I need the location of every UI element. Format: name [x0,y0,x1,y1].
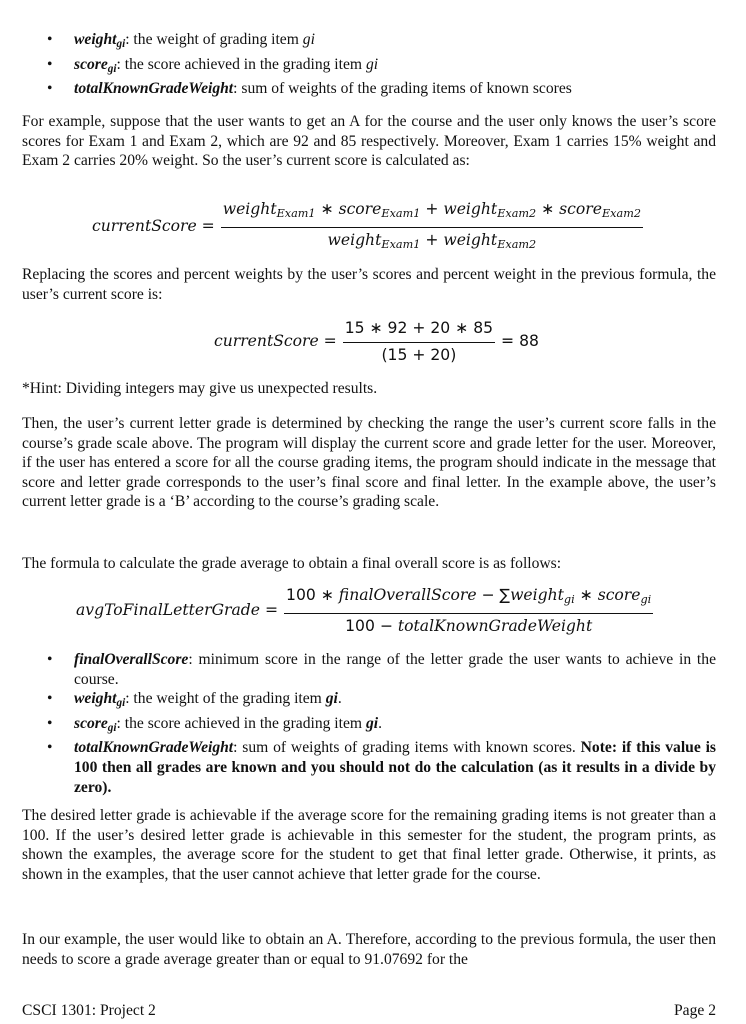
term-total-known-grade-weight: totalKnownGradeWeight [74,739,234,757]
term-final-overall-score: finalOverallScore [74,651,189,668]
term-weight: weight$_{gi}$ [74,690,126,710]
fraction-numerator: 15 ∗ 92 + 20 ∗ 85 [343,319,495,343]
bullet-icon: • [47,55,53,73]
footer-page-number: Page 2 [673,1002,716,1019]
paragraph-our-example: In our example, the user would like to obtain an A. Therefore, according to the previous formula, the user then needs to score a grade average greater than or equal to 91.07692 for the [22,931,716,968]
term-weight: weight$_{gi}$ [74,31,126,50]
divide-by-zero-note: Note: if this value is 100 then all grades are known and you should not do the calculation (as it results in a divide by zero). [74,739,716,796]
bullet-icon: • [47,739,53,757]
bullet-icon: • [47,80,53,98]
definition-tail: gi [302,31,315,48]
formula-avg-to-final [76,586,653,636]
definition-text: : the weight of the grading item [125,690,326,708]
paragraph-example: For example, suppose that the user wants to get an A for the course and the user only knows the user’s score scores for Exam 1 and Exam 2, which are 92 and 85 respectively. Moreover, Exam 1 carries 15% weight and Exam 2 carries 20% weight. So the user’s current score is calculated as: [22,113,716,170]
bullet-icon: • [47,651,53,668]
fraction [343,319,495,365]
list-item [0,79,746,99]
list-item [0,55,746,80]
bullet-icon: • [47,714,53,732]
definition-text: : the weight of grading item [125,31,303,48]
term-score: score$_{gi}$ [74,714,117,734]
definition-tail: gi [365,714,379,732]
definition-text: : the score achieved in the grading item [116,55,366,73]
bullet-icon: • [47,31,53,48]
list-item [0,738,746,797]
formula-lhs: currentScore = [214,332,337,351]
list-item [0,30,746,55]
formula-lhs: avgToFinalLetterGrade = [76,601,279,620]
formula-current-score-values [214,319,539,365]
definition-text: : sum of weights of grading items with known scores. [233,739,581,757]
fraction-denominator: weight$_{Exam1}$ + weight$_{Exam2}$ [327,230,537,251]
term-score: score$_{gi}$ [74,55,117,75]
fraction-numerator: 100 ∗ finalOverallScore − ∑weight$_{gi}$ ∗ score$_{gi}$ [284,586,653,614]
definition-tail: gi [325,690,338,708]
definition-text: : the score achieved in the grading item [116,714,366,732]
list-item: • score$_{gi}$: the score achieved in the grading item gi. [47,714,382,734]
footer-course: CSCI 1301: Project 2 [22,1002,156,1019]
formula-result: = 88 [501,332,539,351]
term-total-known-grade-weight: totalKnownGradeWeight [74,80,234,98]
fraction-denominator: 100 − totalKnownGradeWeight [345,616,593,635]
paragraph-achievable: The desired letter grade is achievable if the average score for the remaining grading items is not greater than a 100. If the user’s desired letter grade is achievable in this semester for the student, the program prints, as shown the examples, the average score for the student to get that final letter grade. Otherwise, it prints, as shown in the examples, that the user cannot achieve that letter grade for the course. [22,807,716,883]
list-item [0,650,746,689]
list-item: • weight$_{gi}$: the weight of the grading item gi. [47,690,342,710]
fraction [284,586,653,636]
fraction-numerator: weight$_{Exam1}$ ∗ score$_{Exam1}$ + weight$_{Exam2}$ ∗ score$_{Exam2}$ [221,200,643,228]
hint-text: *Hint: Dividing integers may give us unexpected results. [22,380,378,397]
definition-text: : sum of weights of the grading items of known scores [233,80,572,98]
fraction-denominator: (15 + 20) [381,345,457,364]
formula-current-score [92,200,643,254]
paragraph-replace: Replacing the scores and percent weights by the user’s scores and percent weight in the previous formula, the user’s current score is: [22,266,716,303]
definition-text: : minimum score in the range of the letter grade the user wants to achieve in the course. [74,651,716,688]
definitions-list [0,30,746,99]
definition-tail: gi [365,55,379,73]
formula-terms-list [0,650,746,797]
fraction [221,200,643,254]
paragraph-letter-grade: Then, the user’s current letter grade is determined by checking the range the user’s current score falls in the course’s grade scale above. The program will display the current score and grade letter for the user. Moreover, if the user has entered a score for all the course grading items, the program should indicate in the message that score and letter grade corresponds to the user’s final score and final letter. In the example above, the user’s current letter grade is a ‘B’ according to the course’s grading scale. [22,415,716,511]
formula-lhs: currentScore = [92,217,215,236]
paragraph-formula-intro: The formula to calculate the grade average to obtain a final overall score is as follows: [22,555,562,572]
bullet-icon: • [47,690,53,708]
